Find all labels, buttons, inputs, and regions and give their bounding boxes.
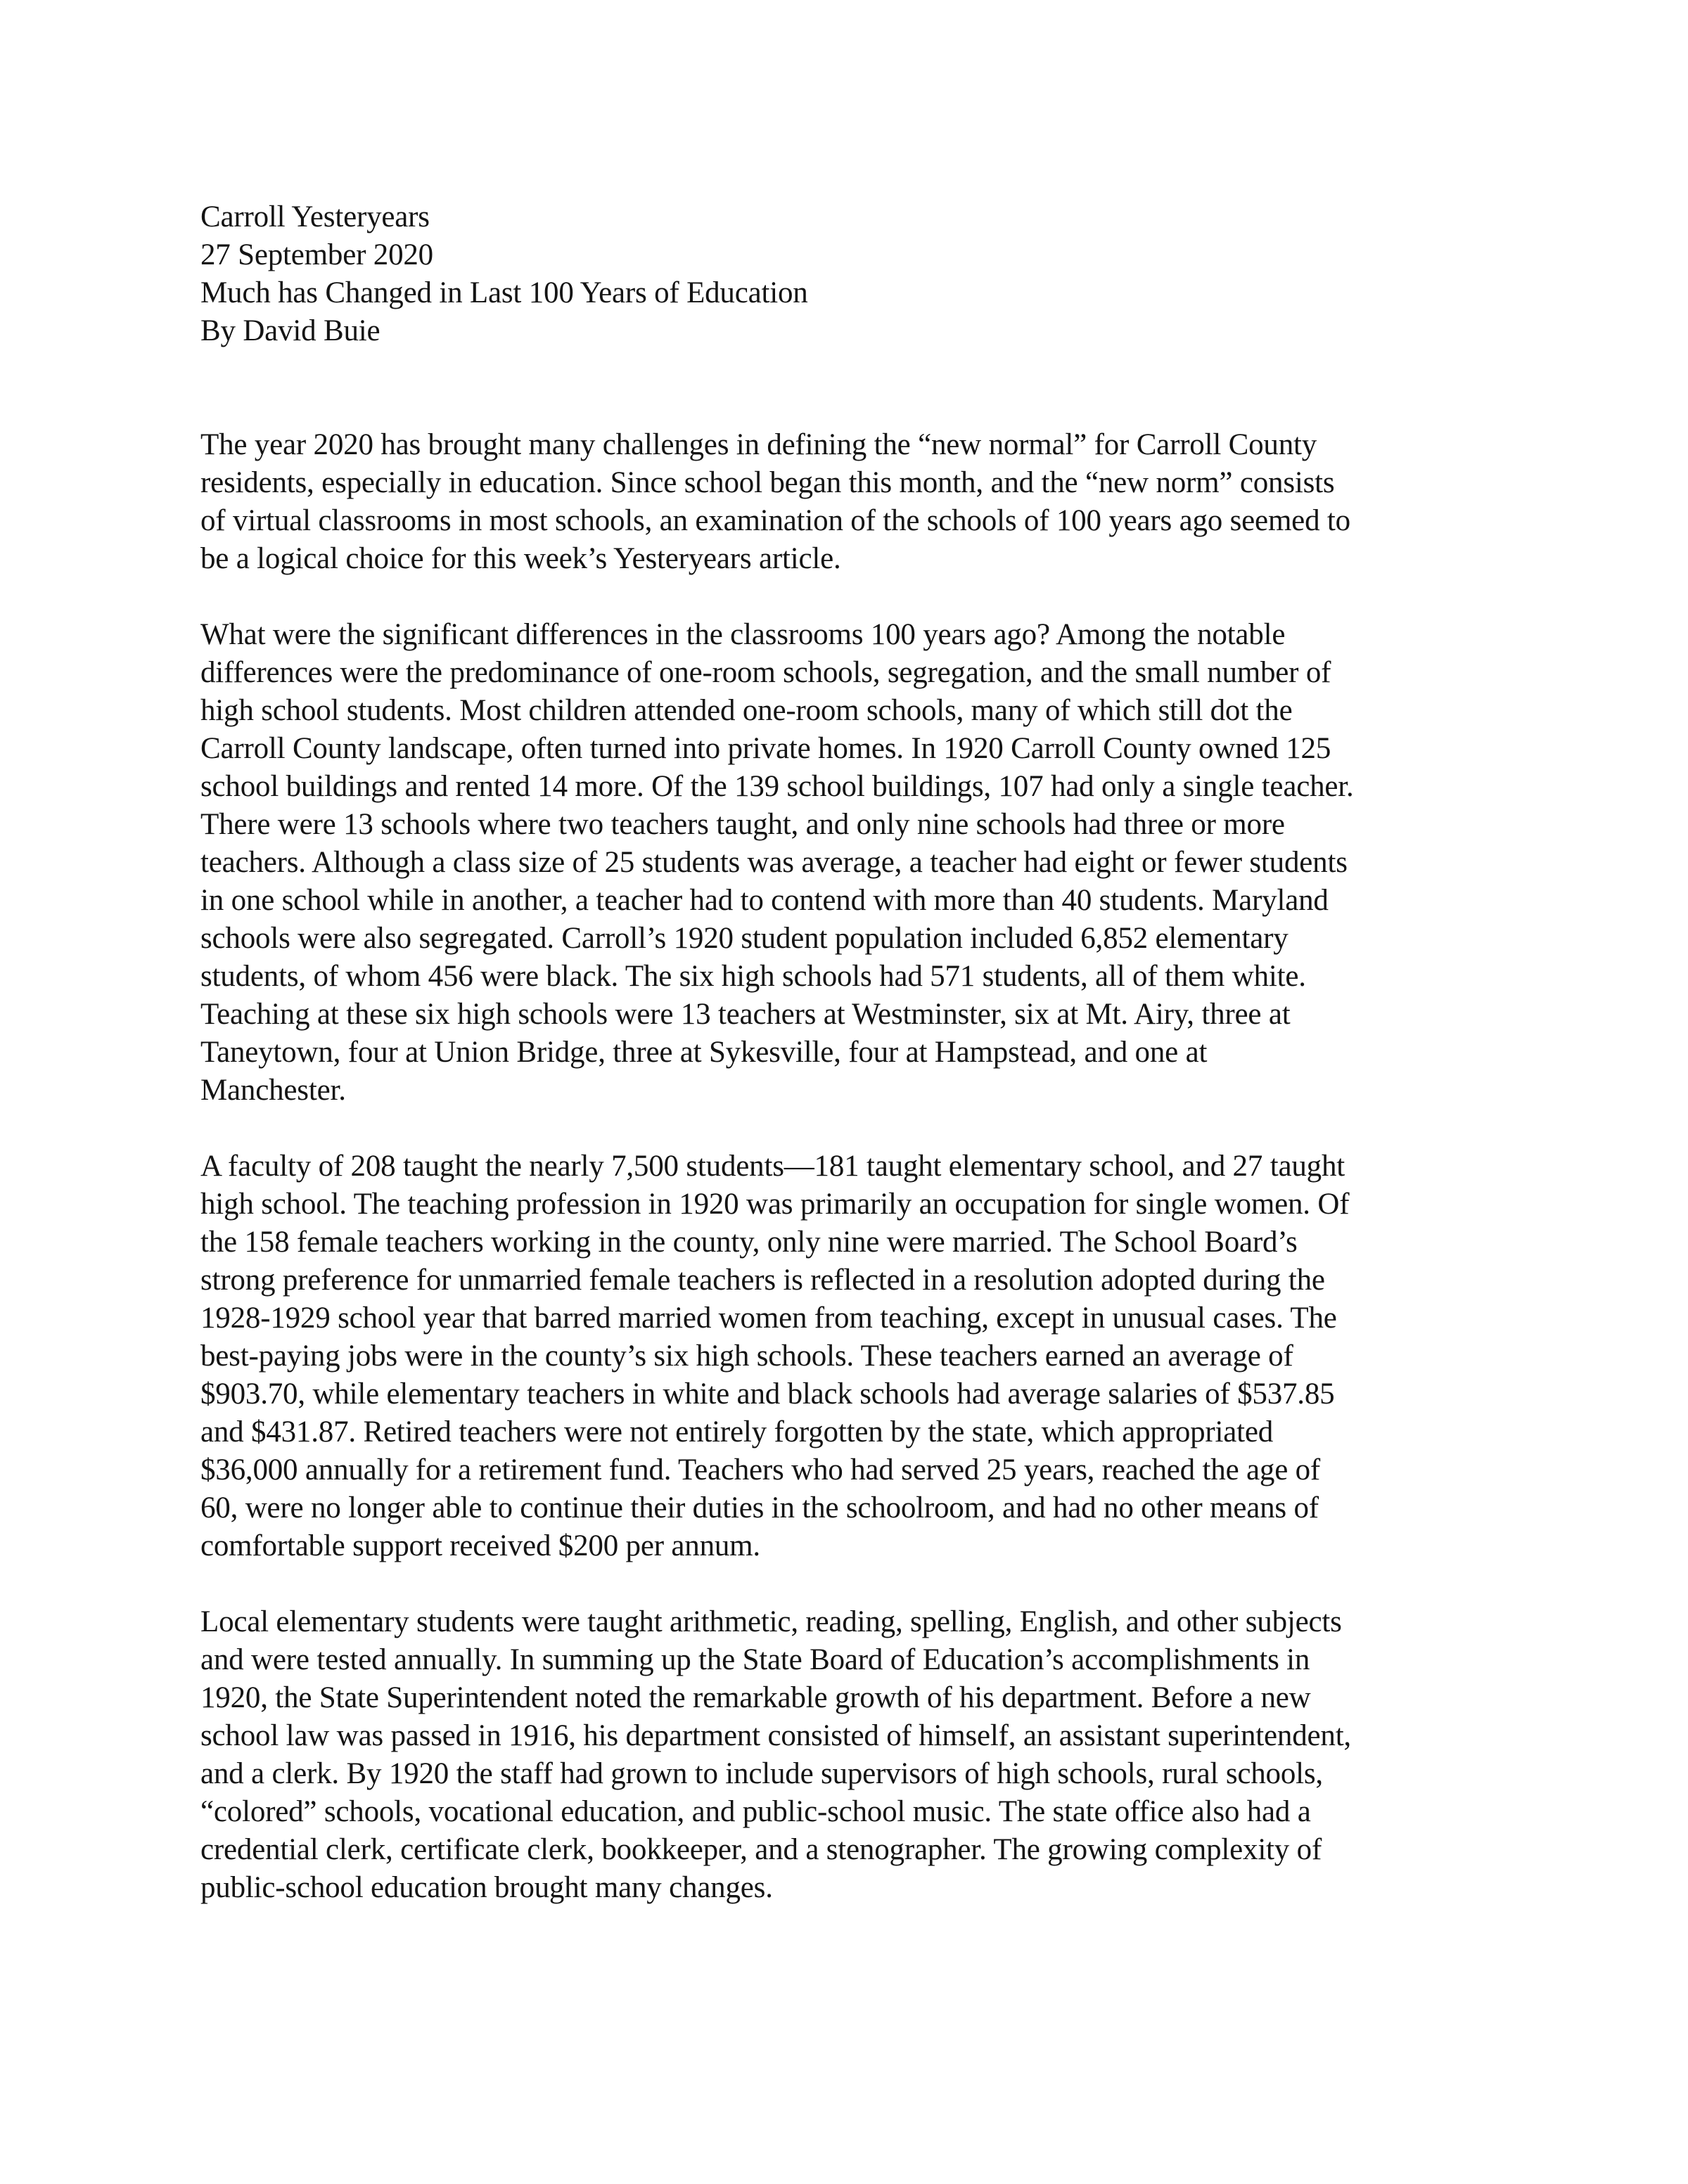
text-line: What were the significant differences in the classrooms 100 years ago? Among the notable: [200, 618, 1286, 651]
text-line: residents, especially in education. Since school began this month, and the “new norm” consists: [200, 466, 1335, 499]
text-line: school law was passed in 1916, his department consisted of himself, an assistant superintendent,: [200, 1719, 1351, 1752]
text-line: A faculty of 208 taught the nearly 7,500 students—181 taught elementary school, and 27 taught: [200, 1150, 1345, 1183]
text-line: and $431.87. Retired teachers were not entirely forgotten by the state, which appropriated: [200, 1415, 1274, 1448]
text-line: $903.70, while elementary teachers in white and black schools had average salaries of $537.85: [200, 1377, 1335, 1411]
header-spacer: [200, 350, 1509, 426]
text-line: and a clerk. By 1920 the staff had grown to include supervisors of high schools, rural schools,: [200, 1757, 1323, 1790]
text-line: best-paying jobs were in the county’s six high schools. These teachers earned an average of: [200, 1340, 1293, 1373]
text-line: in one school while in another, a teacher had to contend with more than 40 students. Maryland: [200, 884, 1329, 917]
document-page: [200, 198, 1509, 1907]
text-line: high school. The teaching profession in 1920 was primarily an occupation for single women. Of: [200, 1188, 1350, 1221]
text-line: the 158 female teachers working in the county, only nine were married. The School Board’s: [200, 1226, 1298, 1259]
text-line: students, of whom 456 were black. The six high schools had 571 students, all of them white.: [200, 960, 1306, 993]
paragraph-intro: [200, 426, 1509, 578]
text-line: comfortable support received $200 per annum.: [200, 1529, 760, 1562]
text-line: teachers. Although a class size of 25 students was average, a teacher had eight or fewer students: [200, 846, 1348, 879]
text-line: The year 2020 has brought many challenges in defining the “new normal” for Carroll County: [200, 428, 1317, 461]
article-body: [200, 426, 1509, 1907]
text-line: differences were the predominance of one-room schools, segregation, and the small number of: [200, 656, 1331, 689]
paragraph-curriculum: [200, 1603, 1509, 1907]
article-title: Much has Changed in Last 100 Years of Education: [200, 276, 808, 309]
text-line: Carroll County landscape, often turned into private homes. In 1920 Carroll County owned 125: [200, 732, 1331, 765]
text-line: credential clerk, certificate clerk, bookkeeper, and a stenographer. The growing complexity of: [200, 1833, 1322, 1866]
text-line: schools were also segregated. Carroll’s 1920 student population included 6,852 elementary: [200, 922, 1289, 955]
text-line: Teaching at these six high schools were 13 teachers at Westminster, six at Mt. Airy, three at: [200, 998, 1291, 1031]
text-line: Manchester.: [200, 1074, 346, 1107]
text-line: high school students. Most children attended one-room schools, many of which still dot the: [200, 694, 1293, 727]
text-line: strong preference for unmarried female teachers is reflected in a resolution adopted during the: [200, 1264, 1325, 1297]
text-line: $36,000 annually for a retirement fund. Teachers who had served 25 years, reached the age of: [200, 1453, 1321, 1486]
text-line: 60, were no longer able to continue their duties in the schoolroom, and had no other means of: [200, 1491, 1319, 1524]
paragraph-differences: [200, 616, 1509, 1110]
text-line: of virtual classrooms in most schools, an examination of the schools of 100 years ago seemed to: [200, 504, 1350, 537]
text-line: school buildings and rented 14 more. Of the 139 school buildings, 107 had only a single teacher.: [200, 770, 1354, 803]
text-line: 1920, the State Superintendent noted the remarkable growth of his department. Before a new: [200, 1681, 1311, 1714]
column-name: Carroll Yesteryears: [200, 200, 430, 233]
text-line: “colored” schools, vocational education, and public-school music. The state office also had a: [200, 1795, 1311, 1828]
text-line: There were 13 schools where two teachers taught, and only nine schools had three or more: [200, 808, 1285, 841]
byline: By David Buie: [200, 314, 381, 347]
text-line: public-school education brought many changes.: [200, 1871, 773, 1904]
text-line: Local elementary students were taught arithmetic, reading, spelling, English, and other subjects: [200, 1605, 1342, 1638]
publication-date: 27 September 2020: [200, 238, 433, 271]
text-line: be a logical choice for this week’s Yesteryears article.: [200, 542, 841, 575]
text-line: and were tested annually. In summing up the State Board of Education’s accomplishments in: [200, 1643, 1310, 1676]
text-line: Taneytown, four at Union Bridge, three at Sykesville, four at Hampstead, and one at: [200, 1036, 1208, 1069]
text-line: 1928-1929 school year that barred married women from teaching, except in unusual cases. The: [200, 1302, 1337, 1335]
article-header: [200, 198, 1509, 350]
paragraph-faculty: [200, 1148, 1509, 1565]
